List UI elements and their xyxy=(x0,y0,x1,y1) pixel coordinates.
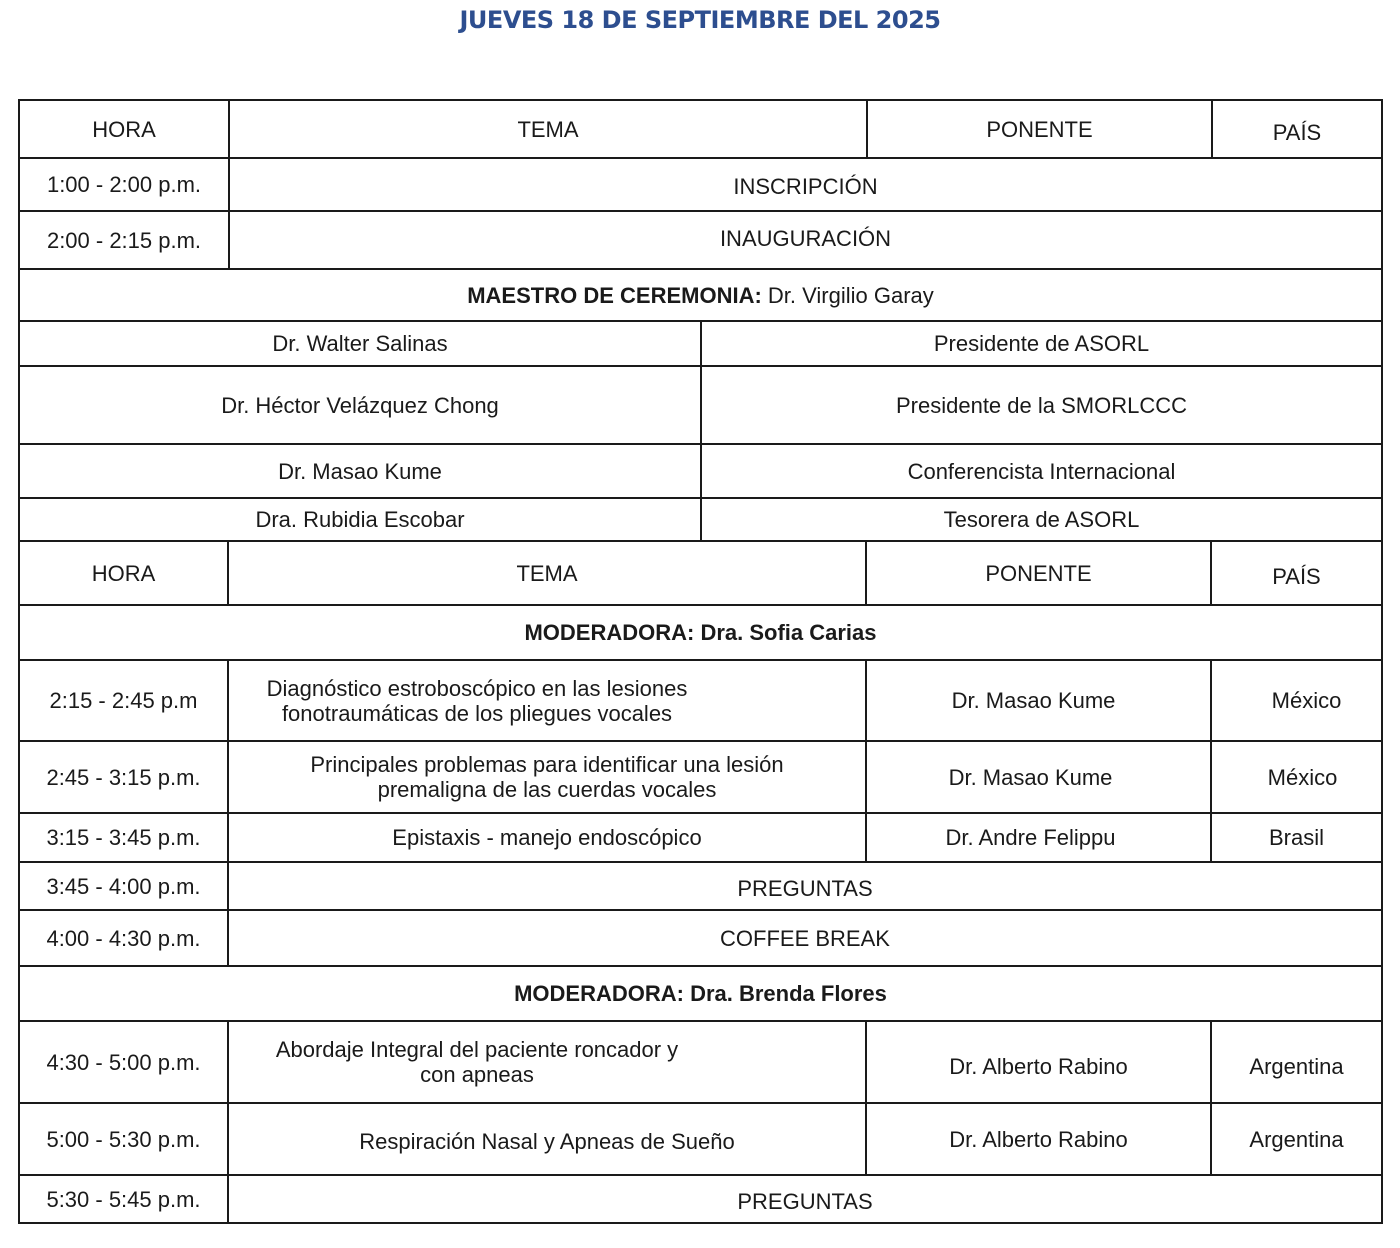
session-row-tema xyxy=(227,1102,867,1176)
moderator-text: MODERADORA: Dra. Brenda Flores xyxy=(514,981,887,1006)
dignitary-role xyxy=(700,497,1383,542)
dignitary-name-text: Dr. Héctor Velázquez Chong xyxy=(221,392,499,418)
session-row-ponente xyxy=(865,812,1212,863)
header-pais xyxy=(1211,99,1383,159)
break-row-hora xyxy=(18,1174,229,1224)
time-text: 2:45 - 3:15 p.m. xyxy=(46,764,201,790)
maestro-name: Dr. Virgilio Garay xyxy=(767,282,934,308)
session-row-ponente xyxy=(865,1102,1212,1176)
header-ponente xyxy=(866,99,1213,159)
moderator-text: MODERADORA: Dra. Sofia Carias xyxy=(524,620,877,645)
dignitary-role-text: Tesorera de ASORL xyxy=(943,507,1140,532)
session-row-ponente xyxy=(865,659,1212,742)
speaker-text: Dr. Masao Kume xyxy=(951,688,1116,713)
break-row-label xyxy=(227,1174,1383,1224)
topic-line-1: Respiración Nasal y Apneas de Sueño xyxy=(359,1128,735,1154)
speaker-text: Dr. Andre Felippu xyxy=(945,825,1116,850)
header-pais xyxy=(1210,540,1383,606)
dignitary-role-text: Presidente de la SMORLCCC xyxy=(895,392,1187,418)
moderator-row xyxy=(18,604,1383,661)
session-row-ponente xyxy=(865,740,1212,814)
session-row-hora xyxy=(18,812,229,863)
country-text: Brasil xyxy=(1268,825,1324,850)
break-label: PREGUNTAS xyxy=(737,875,873,901)
header-tema-label: TEMA xyxy=(517,116,579,142)
header-tema-label: TEMA xyxy=(516,560,578,586)
dignitary-role xyxy=(700,320,1383,367)
break-label: COFFEE BREAK xyxy=(720,925,890,951)
time-text: 4:30 - 5:00 p.m. xyxy=(46,1049,201,1075)
dignitary-name xyxy=(18,497,702,542)
country-text: Argentina xyxy=(1249,1053,1344,1079)
opening-row-2-hora xyxy=(18,210,230,270)
speaker-text: Dr. Masao Kume xyxy=(948,764,1113,790)
dignitary-role-text: Presidente de ASORL xyxy=(933,331,1150,356)
page-title: JUEVES 18 DE SEPTIEMBRE DEL 2025 xyxy=(459,6,941,34)
topic-line-2: con apneas xyxy=(420,1062,534,1087)
header-tema xyxy=(228,99,868,159)
session-row-hora xyxy=(18,1020,229,1104)
session-row-pais xyxy=(1210,1102,1383,1176)
dignitary-name-text: Dr. Masao Kume xyxy=(278,458,442,484)
session-row-tema xyxy=(227,740,867,814)
topic-line-2: fonotraumáticas de los pliegues vocales xyxy=(281,700,673,726)
speaker-text: Dr. Alberto Rabino xyxy=(949,1053,1128,1079)
time-text: 4:00 - 4:30 p.m. xyxy=(46,925,201,951)
header-tema xyxy=(227,540,867,606)
country-text: México xyxy=(1267,764,1338,790)
dignitary-name xyxy=(18,320,702,367)
topic-line-1: Diagnóstico estroboscópico en las lesiones xyxy=(266,675,688,701)
break-label: PREGUNTAS xyxy=(737,1188,873,1214)
break-row-label xyxy=(227,861,1383,911)
topic-line-2: premaligna de las cuerdas vocales xyxy=(377,777,717,802)
break-row-hora xyxy=(18,861,229,911)
country-text: Argentina xyxy=(1249,1126,1344,1152)
topic-line-1: Epistaxis - manejo endoscópico xyxy=(392,825,702,850)
header-hora xyxy=(18,99,230,159)
time-text: 3:45 - 4:00 p.m. xyxy=(46,873,201,899)
speaker-text: Dr. Alberto Rabino xyxy=(949,1126,1128,1152)
header-hora-label: HORA xyxy=(91,560,156,586)
maestro-label: MAESTRO DE CEREMONIA: xyxy=(467,282,762,308)
session-row-hora xyxy=(18,659,229,742)
time-text: 2:00 - 2:15 p.m. xyxy=(46,227,202,253)
header-pais-label: PAÍS xyxy=(1272,563,1321,589)
time-text: 5:30 - 5:45 p.m. xyxy=(46,1186,201,1212)
time-text: 3:15 - 3:45 p.m. xyxy=(46,825,201,850)
break-row-hora xyxy=(18,909,229,967)
break-row-label xyxy=(227,909,1383,967)
session-row-hora xyxy=(18,1102,229,1176)
session-row-tema xyxy=(227,1020,867,1104)
header-hora-label: HORA xyxy=(92,116,156,142)
opening-row-1-tema xyxy=(228,157,1383,212)
session-row-ponente xyxy=(865,1020,1212,1104)
topic-line-1: Principales problemas para identificar una lesión xyxy=(310,752,784,777)
opening-row-1-hora xyxy=(18,157,230,212)
event-label: INAUGURACIÓN xyxy=(719,225,892,251)
session-row-tema xyxy=(227,812,867,863)
dignitary-role-text: Conferencista Internacional xyxy=(907,458,1176,484)
time-text: 2:15 - 2:45 p.m xyxy=(49,688,198,713)
header-ponente xyxy=(865,540,1212,606)
event-label: INSCRIPCIÓN xyxy=(733,174,878,199)
session-row-pais xyxy=(1210,812,1383,863)
moderator-row xyxy=(18,965,1383,1022)
time-text: 1:00 - 2:00 p.m. xyxy=(46,172,202,197)
opening-row-2-tema xyxy=(228,210,1383,270)
country-text: México xyxy=(1271,688,1342,713)
dignitary-role xyxy=(700,365,1383,445)
header-ponente-label: PONENTE xyxy=(986,116,1093,142)
time-text: 5:00 - 5:30 p.m. xyxy=(46,1126,201,1152)
session-row-tema xyxy=(227,659,867,742)
header-ponente-label: PONENTE xyxy=(985,560,1092,586)
session-row-hora xyxy=(18,740,229,814)
session-row-pais xyxy=(1210,740,1383,814)
topic-line-1: Abordaje Integral del paciente roncador y xyxy=(275,1037,679,1062)
dignitary-name-text: Dra. Rubidia Escobar xyxy=(255,507,465,532)
dignitary-name xyxy=(18,443,702,499)
header-pais-label: PAÍS xyxy=(1272,119,1322,145)
session-row-pais xyxy=(1210,1020,1383,1104)
dignitary-name-text: Dr. Walter Salinas xyxy=(272,331,448,356)
header-hora xyxy=(18,540,229,606)
session-row-pais xyxy=(1210,659,1383,742)
dignitary-name xyxy=(18,365,702,445)
maestro-row xyxy=(18,268,1383,322)
dignitary-role xyxy=(700,443,1383,499)
